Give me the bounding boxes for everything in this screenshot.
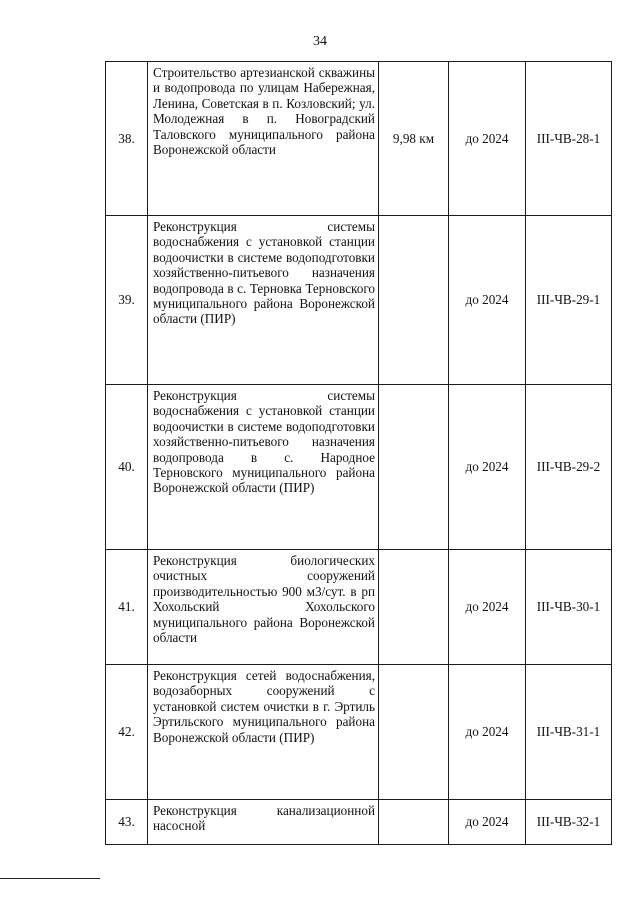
row-number: 41.: [106, 550, 148, 665]
table-row: [106, 385, 612, 550]
row-length: [379, 550, 449, 665]
row-code: III-ЧВ-30-1: [526, 550, 612, 665]
row-year: до 2024: [449, 665, 526, 800]
row-code: III-ЧВ-32-1: [526, 800, 612, 845]
row-code: III-ЧВ-28-1: [526, 62, 612, 216]
row-year: до 2024: [449, 216, 526, 385]
row-code: III-ЧВ-31-1: [526, 665, 612, 800]
table-row: [106, 216, 612, 385]
row-year: до 2024: [449, 385, 526, 550]
row-length: [379, 800, 449, 845]
row-number: 43.: [106, 800, 148, 845]
row-description: Реконструкция сетей водоснабжения, водозаборных сооружений с установкой систем очистки в г. Эртиль Эртильского муниципального района Воронежской области (ПИР): [148, 665, 379, 800]
row-number: 42.: [106, 665, 148, 800]
row-description: Строительство артезианской скважины и водопровода по улицам Набережная, Ленина, Советская в п. Козловский; ул. Молодежная в п. Новоградский Таловского муниципального района Воронежской области: [148, 62, 379, 216]
footnote-divider: [0, 878, 100, 879]
table-row: [106, 62, 612, 216]
page-number: 34: [313, 34, 327, 49]
table-row: [106, 665, 612, 800]
row-length: [379, 665, 449, 800]
table-row: [106, 550, 612, 665]
row-code: III-ЧВ-29-1: [526, 216, 612, 385]
row-number: 39.: [106, 216, 148, 385]
row-year: до 2024: [449, 62, 526, 216]
projects-table: [105, 61, 612, 845]
row-number: 38.: [106, 62, 148, 216]
row-year: до 2024: [449, 550, 526, 665]
row-description: Реконструкция системы водоснабжения с установкой станции водоочистки в системе водоподготовки хозяйственно-питьевого назначения водопровода в с. Народное Терновского муниципального района Воронежской области (ПИР): [148, 385, 379, 550]
row-description: Реконструкция системы водоснабжения с установкой станции водоочистки в системе водоподготовки хозяйственно-питьевого назначения водопровода в с. Терновка Терновского муниципального района Воронежской области (ПИР): [148, 216, 379, 385]
row-code: III-ЧВ-29-2: [526, 385, 612, 550]
row-description: Реконструкция канализационной насосной: [148, 800, 379, 845]
row-description: Реконструкция биологических очистных сооружений производительностью 900 м3/сут. в рп Хохольский Хохольского муниципального района Воронежской области: [148, 550, 379, 665]
row-year: до 2024: [449, 800, 526, 845]
row-number: 40.: [106, 385, 148, 550]
table-row: [106, 800, 612, 845]
row-length: [379, 216, 449, 385]
row-length: [379, 385, 449, 550]
row-length: 9,98 км: [379, 62, 449, 216]
